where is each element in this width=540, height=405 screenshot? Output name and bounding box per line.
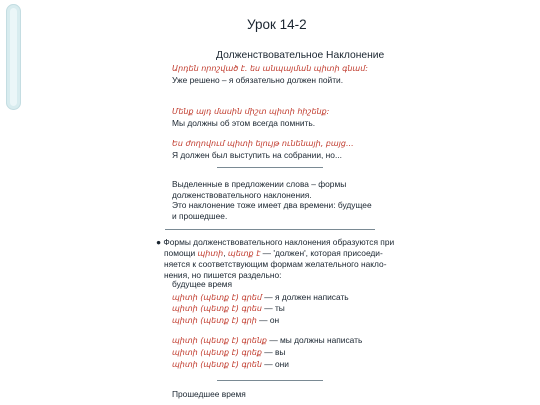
rule-line-1: Формы долженствовательного наклонения образуются при	[163, 237, 395, 247]
conjugation-russian: — ты	[261, 303, 285, 314]
conjugation-row	[172, 303, 397, 315]
rule-line-3: няется к соответствующим формам желательного накло-	[164, 259, 387, 270]
future-singular-list	[172, 292, 397, 327]
conjugation-armenian: պիտի (պետք է) գրես	[172, 304, 262, 314]
explanation-paragraph-2: Это наклонение тоже имеет два времени: будущее и прошедшее.	[172, 200, 372, 221]
explanation	[150, 179, 377, 221]
divider	[217, 167, 323, 168]
rule-separator: ,	[223, 247, 228, 258]
rule-line-2-suffix: — 'должен', которая присоеди-	[260, 247, 383, 258]
bullet-icon: ●	[156, 237, 162, 247]
section-title: Долженствовательное Наклонение	[216, 50, 385, 61]
example-2	[150, 107, 397, 128]
conjugation-row	[172, 292, 397, 304]
example-armenian: Մենք այդ մասին միշտ պիտի հիշենք:	[172, 107, 330, 116]
rule-line-2-prefix: помощи	[164, 247, 198, 258]
lesson-title: Урок 14-2	[247, 17, 307, 32]
example-russian: Мы должны об этом всегда помнить.	[172, 117, 316, 128]
future-tense-block	[150, 279, 397, 370]
past-tense-label: Прошедшее время	[172, 389, 246, 399]
example-1	[150, 64, 397, 85]
past-tense-block	[150, 389, 397, 400]
conjugation-armenian: պիտի (պետք է) գրի	[172, 315, 257, 325]
conjugation-russian: — я должен написать	[261, 291, 349, 302]
conjugation-russian: — мы должны написать	[267, 335, 363, 346]
future-plural-list	[172, 335, 397, 370]
conjugation-armenian: պիտի (պետք է) գրեն	[172, 359, 262, 369]
conjugation-row	[172, 359, 397, 371]
example-armenian: Արդեն որոշված է. ես անպայման պիտի գնամ:	[172, 64, 368, 73]
conjugation-row	[172, 315, 397, 327]
conjugation-russian: — они	[261, 358, 289, 369]
conjugation-armenian: պիտի (պետք է) գրեք	[172, 347, 262, 357]
conjugation-row	[172, 335, 397, 347]
future-tense-label: будущее время	[172, 279, 233, 289]
scrollbar-thumb[interactable]	[10, 8, 17, 106]
divider	[217, 380, 323, 381]
divider	[165, 229, 375, 230]
rule-armenian-word-1: պիտի	[197, 248, 224, 258]
explanation-paragraph-1: Выделенные в предложении слова – формы долженствовательного наклонения.	[172, 179, 347, 200]
conjugation-armenian: պիտի (պետք է) գրենք	[172, 336, 268, 346]
example-russian: Я должен был выступить на собрании, но...	[172, 149, 342, 160]
conjugation-russian: — он	[256, 314, 280, 325]
rule-line-4: нения, но пишется раздельно:	[164, 269, 282, 280]
conjugation-armenian: պիտի (պետք է) գրեմ	[172, 292, 262, 302]
example-3	[150, 139, 397, 160]
rule-armenian-word-2: պետք է	[227, 248, 261, 258]
formation-rule	[156, 237, 395, 280]
conjugation-russian: — вы	[261, 346, 286, 357]
example-russian: Уже решено – я обязательно должен пойти.	[172, 74, 344, 85]
example-armenian: Ես ժողովում պիտի ելույթ ունենայի, բայց...	[172, 139, 354, 148]
vertical-scrollbar[interactable]	[6, 4, 21, 110]
conjugation-row	[172, 347, 397, 359]
